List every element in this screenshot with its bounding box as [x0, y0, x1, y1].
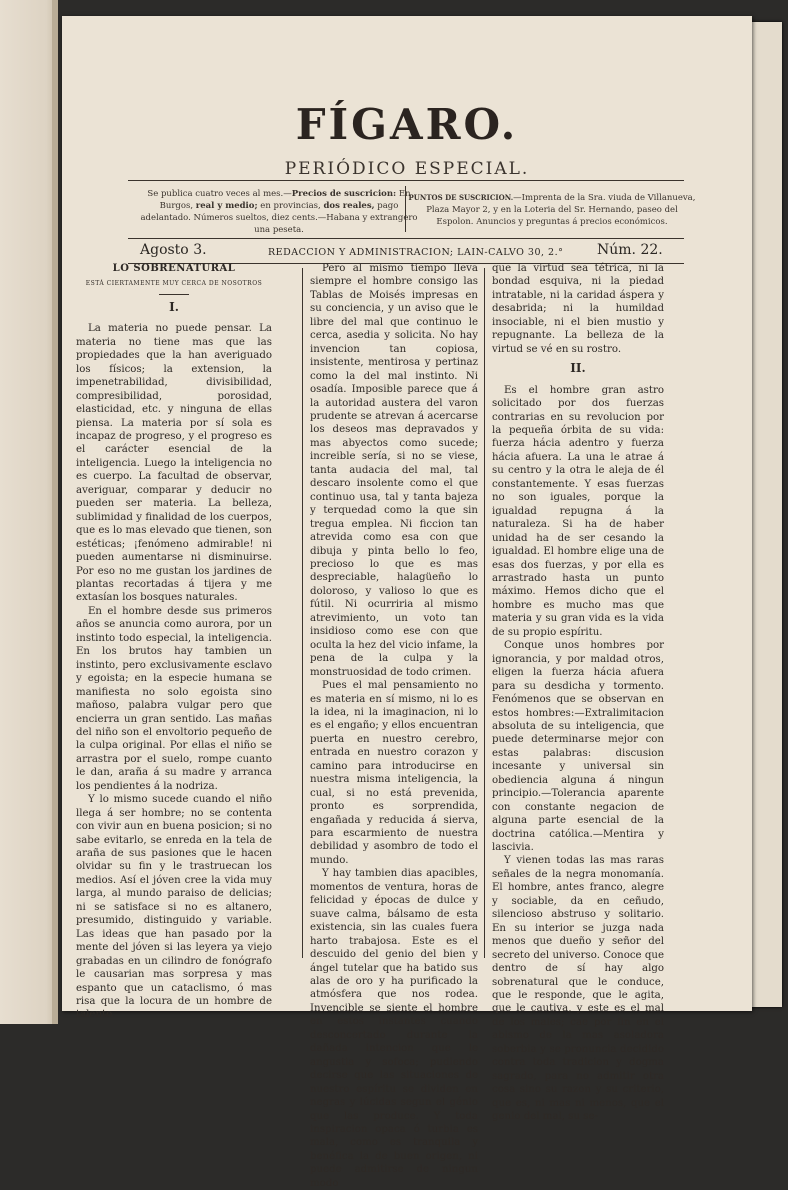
article-subheading: ESTÁ CIERTAMENTE MUY CERCA DE NOSOTROS: [85, 280, 263, 288]
issue-number: Núm. 22.: [597, 242, 663, 258]
column-2: [310, 262, 478, 1190]
paragraph: Y lo mismo sucede cuando el niño llega á ser hombre; no se contenta con vivir aun en buena posicion; si no sabe evitarlo, se enreda en la tela de araña de sus pasiones que le hacen olvidar su fin y le trastruecan los medios. Así el jóven cree la vida muy larga, al mundo paraiso de delicias; ni se satisface si no es altanero, presumido, distinguido y variable. Las ideas que han pasado por la mente del jóven si las leyera ya viejo grabadas en un cilindro de fonógrafo le causarian mas sorpresa y mas espanto que un cataclismo, ó mas risa que la locura de un hombre de talento.: [76, 794, 272, 1021]
heading-rule: [159, 294, 189, 295]
info-text-3: en provincias,: [257, 201, 324, 211]
paragraph: Pero al mismo tiempo lleva siempre el hombre consigo las Tablas de Moisés impresas en su conciencia, y un aviso que le libre del mal que continuo le cerca, asedia y solicita. No hay invencion tan copiosa, insistente, mentirosa y pertinaz como la del mal instinto. Ni osadía. Imposible parece que á la autoridad austera del varon prudente se atrevan á acercarse los deseos mas depravados y mas abyectos como sucede; increible sería, si no se viese, tanta audacia del mal, tal descaro insolente como el que continuo usa, tal y tanta bajeza y terquedad como la que sin tregua emplea. Ni ficcion tan atrevida como esa con que dibuja y pinta bello lo feo, precioso lo que es mas despreciable, halagüeño lo doloroso, y valioso lo que es fútil. Ni ocurriria al mismo atrevimiento, un voto tan insidioso como ese con que oculta la hez del vicio infame, la pena de la culpa y la monstruosidad de todo crimen.: [310, 263, 478, 678]
points-heading: PUNTOS DE SUSCRICION.: [408, 193, 514, 202]
rule-mid: [128, 238, 684, 239]
section-heading-2: II.: [570, 361, 586, 376]
column-1: [76, 262, 272, 1022]
paragraph: Es el hombre gran astro solicitado por dos fuerzas contrarias en su revolucion por la pequeña órbita de su vida: fuerza hácia adentro y fuerza hácia afuera. La una le atrae á su centro y la otra le aleja de él constantemente. Y esas fuerzas no son iguales, porque la igualdad repugna á la naturaleza. Si ha de haber unidad ha de ser cesando la igualdad. El hombre elige una de esas dos fuerzas, y por ella es arrastrado hasta un punto máximo. Hemos dicho que el hombre es mucho mas que materia y su gran vida es la vida de su propio espíritu.: [492, 384, 664, 638]
info-bold-1: Precios de suscricion:: [291, 189, 397, 199]
column-rule-1: [302, 268, 303, 958]
info-bold-2: real y medio;: [195, 201, 258, 211]
paragraph: que la virtud sea tétrica, ni la bondad esquiva, ni la piedad intratable, ni la caridad áspera y desabrida; ni la humildad insociable, ni el bien mustio y repugnante. La belleza de la virtud se vé en su rostro.: [492, 263, 664, 355]
masthead-subtitle: PERIÓDICO ESPECIAL.: [284, 159, 530, 179]
paragraph: Pues el mal pensamiento no es materia en sí mismo, ni lo es la idea, ni la imaginacion, ni lo es el engaño; y ellos encuentran puerta en nuestro cerebro, entrada en nuestro corazon y camino para introducirse en nuestra misma inteligencia, la cual, si no está prevenida, pronto es sorprendida, engañada y reducida á sierva, para escarmiento de nuestra debilidad y asombro de todo el mundo.: [310, 680, 478, 866]
section-heading-1: I.: [169, 299, 179, 314]
paragraph: Y hay tambien dias apacibles, momentos de ventura, horas de felicidad y épocas de dulce y suave calma, bálsamo de esta existencia, sin las cuales fuera harto trabajosa. Este es el descuido del genio del bien y ángel tutelar que ha batido sus alas de oro y ha purificado la atmósfera que nos rodea. Invencible se siente el hombre en estos instantes cuando desconcertado durante la dañada intencion que le angustia y sofoca; pudiendo decirse que las situaciones de nuestro espíritu se dividen en negras y lúcidas segun el génio que las produce. Y toda inspiracion opaca ó turbia es mala, como es tranquila y benéfica la de buen origen, ni puede admitirse de ningun modo: [310, 868, 478, 1189]
info-text-2: En Burgos,: [159, 189, 411, 211]
column-rule-2: [484, 268, 485, 958]
points-text: —Imprenta de la Sra. viuda de Villanueva, Plaza Mayor 2, y en la Loteria del Sr. Hernando, paseo del Espolon. Anuncios y preguntas á precios económicos.: [426, 193, 696, 227]
info-text-4: pago adelantado. Números sueltos, diez cents.—Habana y extrangero una peseta.: [140, 201, 418, 235]
paragraph: Conque unos hombres por ignorancia, y por maldad otros, eligen la fuerza hácia afuera para su desdicha y tormento. Fenómenos que se observan en estos hombres:—Extralimitacion absoluta de su inteligencia, que puede determinarse mejor con estas palabras: discusion incesante y universal sin obediencia alguna á ningun principio.—Tolerancia aparente con constante negacion de alguna parte esencial de la doctrina católica.—Mentira y lascivia.: [492, 640, 664, 854]
rule-top: [128, 180, 684, 181]
page-edge: [52, 0, 58, 1024]
issue-administration: REDACCION Y ADMINISTRACION; LAIN-CALVO 30, 2.°: [268, 247, 564, 258]
paragraph: En el hombre desde sus primeros años se anuncia como aurora, por un instinto todo especial, la inteligencia. En los brutos hay tambien un instinto, pero exclusivamente esclavo y egoista; en la especie humana se manifiesta no solo egoista sino mañoso, palabra vulgar pero que encierra un gran sentido. Las mañas del niño son el envoltorio pequeño de la culpa original. Por ellas el niño se arrastra por el suelo, rompe cuanto le dan, araña á su madre y arranca los pendientes á la nodriza.: [76, 605, 272, 792]
masthead-title: FÍGARO.: [295, 100, 519, 149]
info-bold-3: dos reales,: [323, 201, 375, 211]
article-heading: LO SOBRENATURAL: [112, 263, 236, 274]
paragraph: La materia no puede pensar. La materia no tiene mas que las propiedades que la han averiguado los físicos; la extension, la impenetrabilidad, divisibilidad, compresibilidad, porosidad, elasticidad, etc. y ninguna de ellas piensa. La materia por sí sola es incapaz de progreso, y el progreso es el carácter esencial de la inteligencia. Luego la inteligencia no es cuerpo. La facultad de observar, averiguar, comparar y deducir no pueden ser materia. La belleza, sublimidad y finalidad de los cuerpos, que es lo mas elevado que tienen, son estéticas; ¡fenómeno admirable! ni pueden aumentarse ni disminuirse. Por eso no me gustan los jardines de plantas recortadas á tijera y me extasían los bosques naturales.: [76, 323, 272, 604]
column-3: [492, 262, 664, 1124]
subscription-points: [407, 192, 697, 228]
left-facing-page: [0, 0, 58, 1024]
subscription-info: [134, 188, 424, 236]
info-text-1: Se publica cuatro veces al mes.—: [147, 189, 292, 199]
issue-date: Agosto 3.: [140, 242, 207, 258]
paragraph: Y vienen todas las mas raras señales de la negra monomanía. El hombre, antes franco, alegre y sociable, da en ceñudo, silencioso abstruso y solitario. En su interior se juzga nada menos que dueño y señor del secreto del universo. Conoce que dentro de sí hay algo sobrenatural que le conduce, que le responde, que le agita, que le cautiva, y este es el mal de los males; cae por fin en el abismo de la mas asoladora soberbia y se pronuncia decidido contra toda tradicion y dogma sagrado, para no admitir otra cosa sino su razon y su criterio, que es, ni mas ni menos, que el genio del mal, su se-: [492, 855, 664, 1123]
